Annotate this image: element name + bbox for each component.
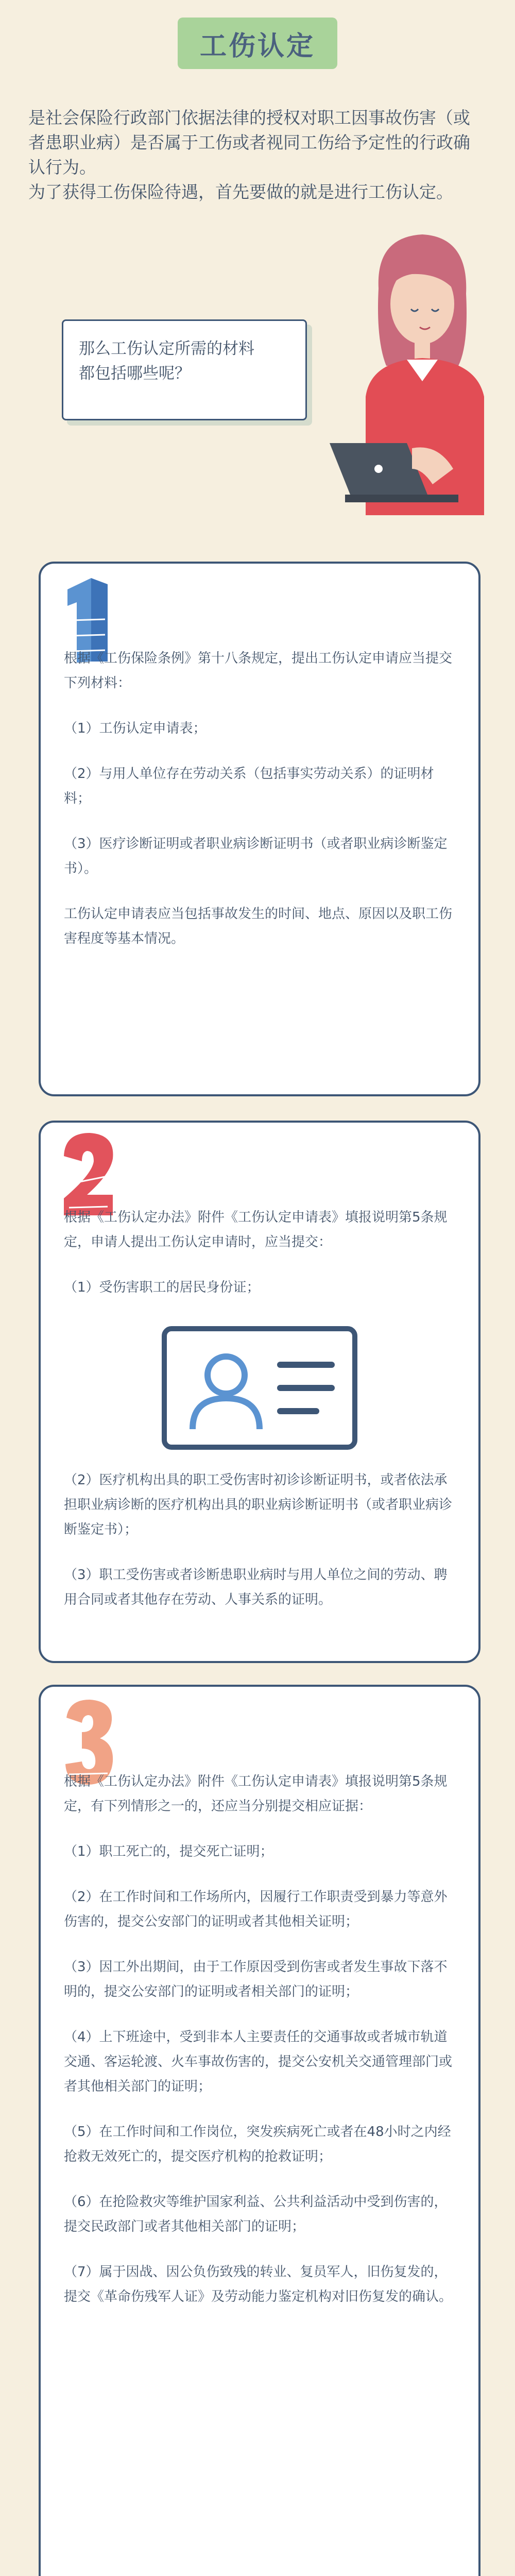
- card-paragraph: （3）职工受伤害或者诊断患职业病时与用人单位之间的劳动、聘用合同或者其他存在劳动、人事关系的证明。: [64, 1567, 448, 1607]
- question-text: 那么工伤认定所需的材料都包括哪些呢？: [79, 340, 254, 383]
- card-2-text-bottom: [64, 1468, 460, 1633]
- card-paragraph: （2）医疗机构出具的职工受伤害时初诊诊断证明书，或者依法承担职业病诊断的医疗机构出具的职业病诊断证明书（或者职业病诊断鉴定书）；: [64, 1472, 453, 1537]
- card-paragraph: （2）与用人单位存在劳动关系（包括事实劳动关系）的证明材料；: [64, 766, 434, 806]
- page-title: 工伤认定: [199, 30, 315, 62]
- person-at-laptop-illustration: [330, 227, 515, 515]
- card-2-text-top: [64, 1205, 460, 1320]
- materials-card-2: [39, 1121, 480, 1663]
- card-paragraph: （2）在工作时间和工作场所内，因履行工作职责受到暴力等意外伤害的，提交公安部门的证明或者其他相关证明；: [64, 1889, 448, 1929]
- card-paragraph: 根据《工伤保险条例》第十八条规定，提出工伤认定申请应当提交下列材料：: [64, 651, 453, 691]
- card-paragraph: （3）医疗诊断证明或者职业病诊断证明书（或者职业病诊断鉴定书）。: [64, 836, 448, 876]
- materials-card-1: [39, 562, 480, 1096]
- card-paragraph: （4）上下班途中，受到非本人主要责任的交通事故或者城市轨道交通、客运轮渡、火车事故伤害的，提交公安机关交通管理部门或者其他相关部门的证明；: [64, 2029, 453, 2094]
- card-paragraph: （3）因工外出期间，由于工作原因受到伤害或者发生事故下落不明的，提交公安部门的证明或者相关部门的证明；: [64, 1959, 448, 1999]
- intro-text: [28, 106, 487, 205]
- card-paragraph: （1）职工死亡的，提交死亡证明；: [64, 1844, 273, 1859]
- intro-paragraph: 为了获得工伤保险待遇，首先要做的就是进行工伤认定。: [28, 182, 453, 202]
- materials-card-3: [39, 1685, 480, 2576]
- card-1-text: [64, 646, 460, 972]
- card-paragraph: （1）受伤害职工的居民身份证；: [64, 1280, 260, 1295]
- question-bubble: [62, 319, 307, 420]
- card-paragraph: （7）属于因战、因公负伤致残的转业、复员军人，旧伤复发的，提交《革命伤残军人证》及劳动能力鉴定机构对旧伤复发的确认。: [64, 2264, 453, 2304]
- intro-paragraph: 是社会保险行政部门依据法律的授权对职工因事故伤害（或者患职业病）是否属于工伤或者视同工伤给予定性的行政确认行为。: [28, 108, 470, 177]
- card-paragraph: （6）在抢险救灾等维护国家利益、公共利益活动中受到伤害的，提交民政部门或者其他相关部门的证明；: [64, 2194, 448, 2234]
- card-paragraph: 工伤认定申请表应当包括事故发生的时间、地点、原因以及职工伤害程度等基本情况。: [64, 906, 453, 946]
- card-paragraph: （1）工伤认定申请表；: [64, 721, 207, 736]
- title-banner: [178, 18, 337, 69]
- card-paragraph: 根据《工伤认定办法》附件《工伤认定申请表》填报说明第5条规定，申请人提出工伤认定申请时，应当提交：: [64, 1210, 448, 1250]
- card-paragraph: 根据《工伤认定办法》附件《工伤认定申请表》填报说明第5条规定，有下列情形之一的，还应当分别提交相应证据：: [64, 1774, 448, 1814]
- id-card-icon: [162, 1326, 357, 1450]
- card-3-text: [64, 1769, 460, 2330]
- card-paragraph: （5）在工作时间和工作岗位，突发疾病死亡或者在48小时之内经抢救无效死亡的，提交医疗机构的抢救证明；: [64, 2124, 451, 2164]
